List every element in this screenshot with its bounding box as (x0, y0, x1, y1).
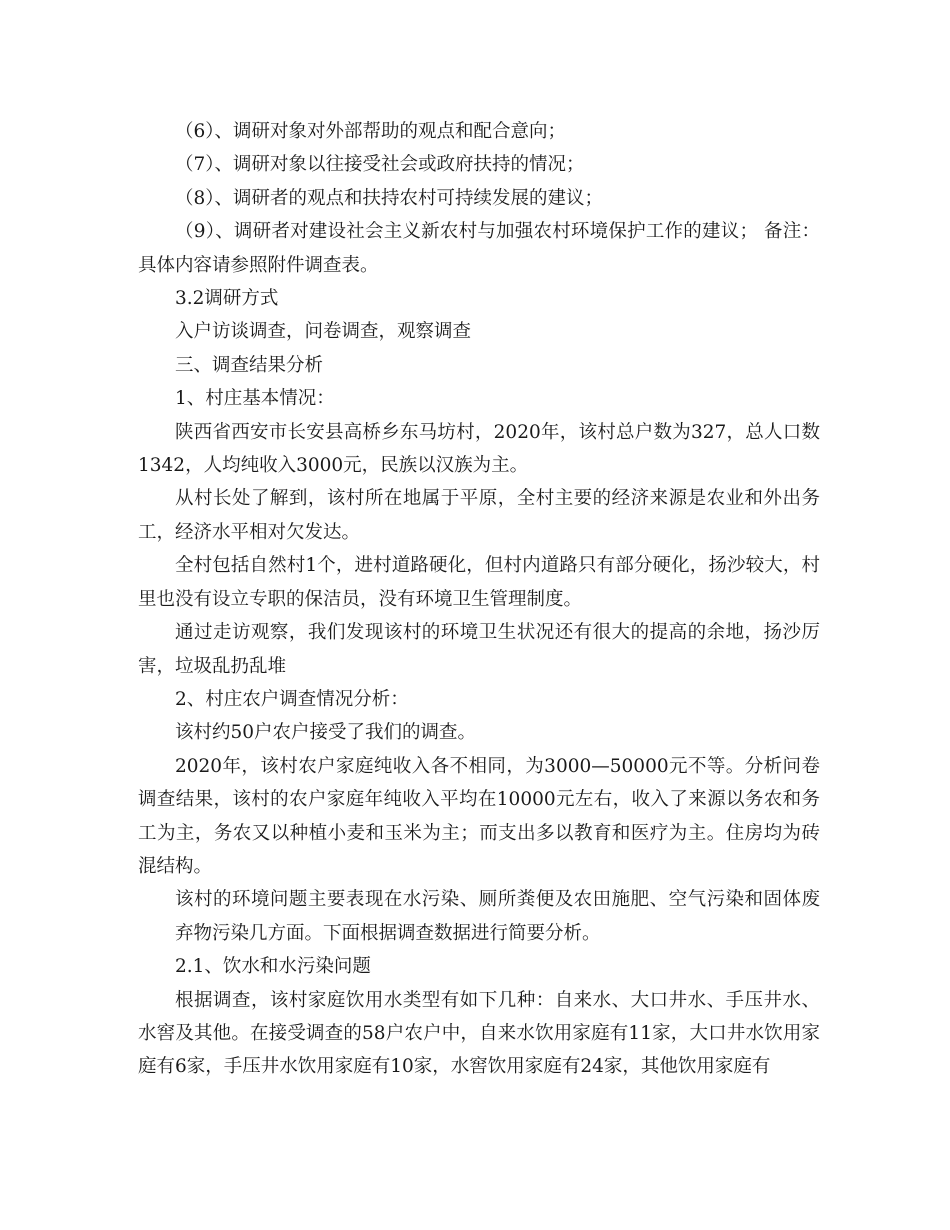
paragraph-research-method: 入户访谈调查，问卷调查，观察调查 (175, 321, 472, 343)
section-heading-research-method: 3.2调研方式 (175, 288, 279, 310)
paragraph-item-9: （9）、调研者对建设社会主义新农村与加强农村环境保护工作的建议； 备注：具体内容请参照附件调查表。 (138, 221, 820, 276)
paragraph-item-8: （8）、调研者的观点和扶持农村可持续发展的建议； (175, 187, 604, 209)
paragraph-village-location: 陕西省西安市长安县高桥乡东马坊村，2020年，该村总户数为327，总人口数1342，人均纯收入3000元，民族以汉族为主。 (138, 421, 820, 477)
subheading-water-pollution: 2.1、饮水和水污染问题 (175, 956, 371, 978)
paragraph-village-roads: 全村包括自然村1个，进村道路硬化，但村内道路只有部分硬化，扬沙较大，村里也没有设立专职的保洁员，没有环境卫生管理制度。 (138, 555, 820, 610)
subheading-village-basics: 1、村庄基本情况： (175, 388, 335, 410)
paragraph-village-economy: 从村长处了解到，该村所在地属于平原，全村主要的经济来源是农业和外出务工，经济水平相对欠发达。 (138, 488, 820, 543)
section-heading-results: 三、调查结果分析 (175, 354, 324, 376)
paragraph-water-types: 根据调查，该村家庭饮用水类型有如下几种：自来水、大口井水、手压井水、水窖及其他。在接受调查的58户农户中，自来水饮用家庭有11家，大口井水饮用家庭有6家，手压井水饮用家庭有10家，水窖饮用家庭有24家，其他饮用家庭有 (138, 989, 820, 1078)
subheading-household-survey: 2、村庄农户调查情况分析： (175, 688, 409, 710)
paragraph-village-observation: 通过走访观察，我们发现该村的环境卫生状况还有很大的提高的余地，扬沙厉害，垃圾乱扔乱堆 (138, 622, 820, 677)
paragraph-item-7: （7）、调研对象以往接受社会或政府扶持的情况； (175, 154, 585, 176)
paragraph-survey-count: 该村约50户农户接受了我们的调查。 (175, 722, 477, 744)
paragraph-item-6: （6）、调研对象对外部帮助的观点和配合意向； (175, 121, 567, 142)
paragraph-environment-issues: 该村的环境问题主要表现在水污染、厕所粪便及农田施肥、空气污染和固体废弃物污染几方面。下面根据调查数据进行简要分析。 (175, 889, 820, 944)
paragraph-household-income: 2020年，该村农户家庭纯收入各不相同，为3000—50000元不等。分析问卷调查结果，该村的农户家庭年纯收入平均在10000元左右，收入了来源以务农和务工为主，务农又以种植小麦和玉米为主；而支出多以教育和医疗为主。住房均为砖混结构。 (138, 755, 820, 877)
